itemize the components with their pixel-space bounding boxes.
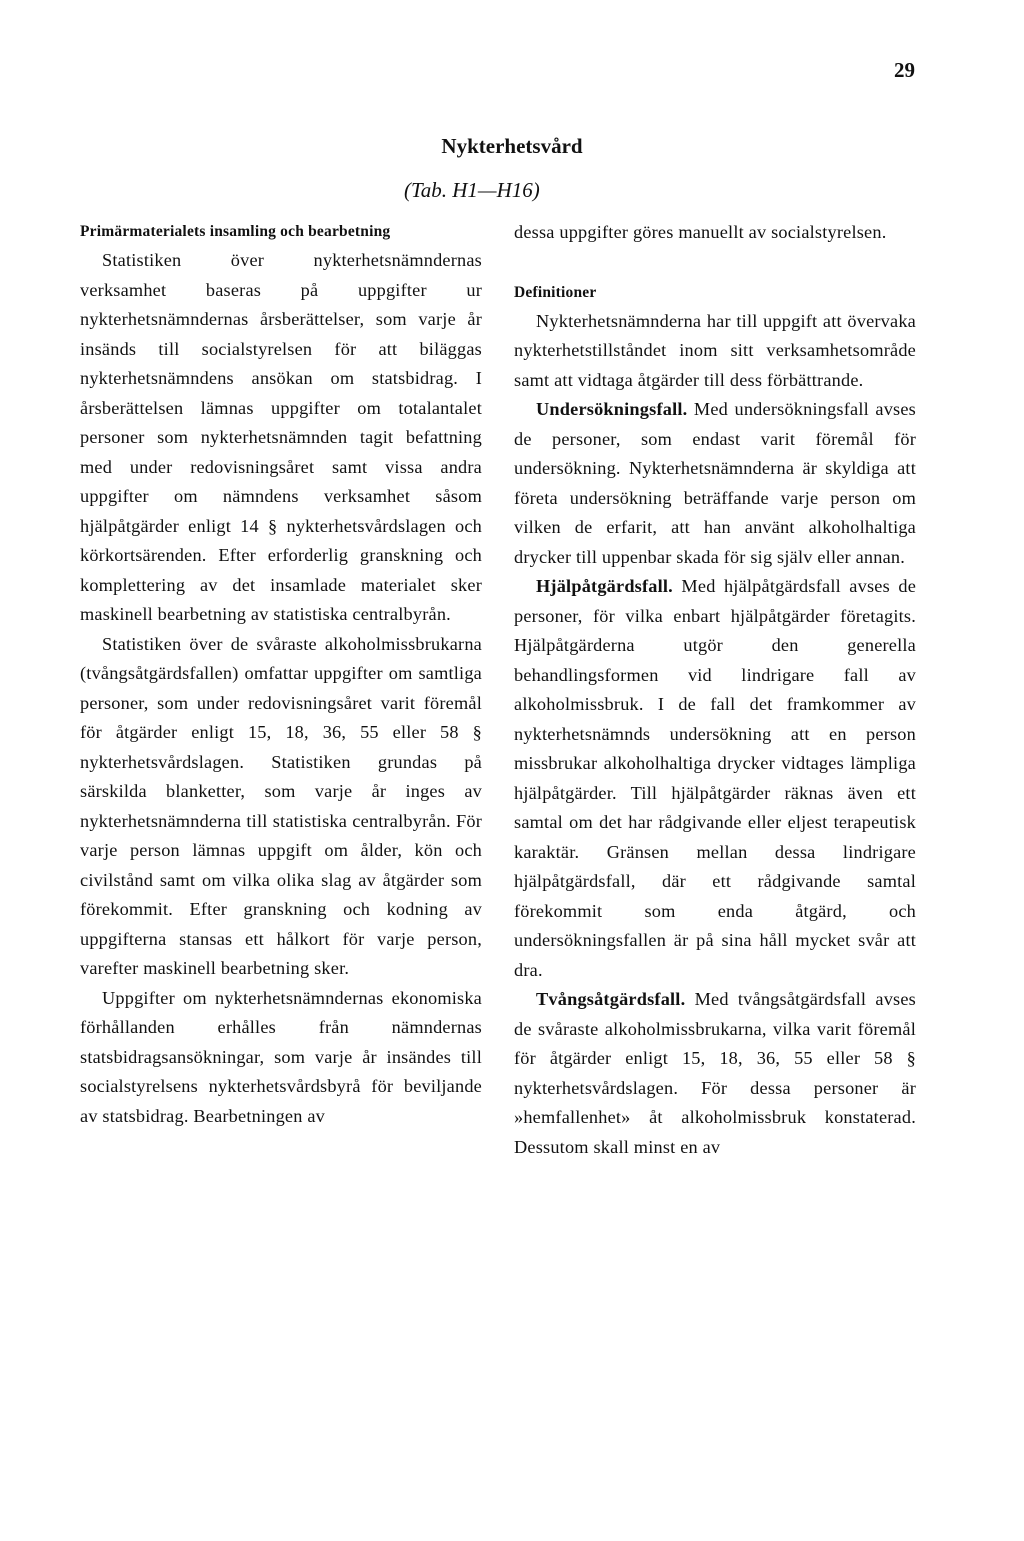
definition-term: Undersökningsfall.	[536, 399, 688, 419]
definition-text: Med tvångsåtgärdsfall avses de svåraste alkoholmissbrukarna, vilka varit föremål för åtgärder enligt 15, 18, 36, 55 eller 58 § nykterhetsvårdslagen. För dessa personer är »hemfallenhet» åt alkoholmissbruk konstaterad. Dessutom skall minst en av	[514, 989, 916, 1157]
section-heading-collection: Primärmaterialets insamling och bearbetning	[80, 223, 391, 240]
paragraph: Uppgifter om nykterhetsnämndernas ekonomiska förhållanden erhålles från nämndernas statsbidragsansökningar, som varje år insändes till socialstyrelsens nykterhetsvårdsbyrå för beviljande av statsbidrag. Bearbetningen av	[80, 987, 482, 1126]
paragraph: Statistiken över de svåraste alkoholmissbrukarna (tvångsåtgärdsfallen) omfattar uppgifter om samtliga personer, som under redovisningsåret varit föremål för åtgärder enligt 15, 18, 36, 55 eller 58 § nykterhetsvårdslagen. Statistiken grundas på särskilda blanketter, som varje år inges av nykterhetsnämnderna till statistiska centralbyrån. För varje person lämnas uppgift om ålder, kön och civilstånd samt om vilka olika slag av åtgärder som förekommit. Efter granskning och kodning av uppgifterna stansas ett hålkort för varje person, varefter maskinell bearbetning sker.	[80, 633, 482, 978]
table-reference: (Tab. H1—H16)	[404, 178, 540, 202]
definition-term: Hjälpåtgärdsfall.	[536, 576, 673, 596]
section-heading-definitions: Definitioner	[514, 283, 597, 301]
definition-text: Med undersökningsfall avses de personer, som endast varit föremål för undersökning. Nykterhetsnämnderna är skyldiga att företa undersökning beträffande varje person om vilken de erfarit, att han använt alkoholhaltiga drycker till uppenbar skada för sig själv eller annan.	[514, 399, 916, 567]
continued-paragraph: dessa uppgifter göres manuellt av socialstyrelsen.	[514, 222, 887, 242]
right-column	[514, 218, 916, 1162]
definition-paragraph	[514, 572, 916, 985]
page-title: Nykterhetsvård	[441, 134, 583, 158]
definition-paragraph	[514, 985, 916, 1162]
definition-text: Med hjälpåtgärdsfall avses de personer, för vilka enbart hjälpåtgärder företagits. Hjälpåtgärderna utgör den generella behandlingsformen vid lindrigare fall av alkoholmissbruk. I de fall det framkommer av nykterhetsnämnds undersökning att en person missbrukar alkoholhaltiga drycker vidtages lämpliga hjälpåtgärder. Till hjälpåtgärder räknas även ett samtal om det har rådgivande eller eljest terapeutisk karaktär. Gränsen mellan dessa lindrigare hjälpåtgärdsfall, där ett rådgivande samtal förekommit som enda åtgärd, och undersökningsfallen är på sina håll mycket svår att dra.	[514, 576, 917, 980]
paragraph: Statistiken över nykterhetsnämndernas verksamhet baseras på uppgifter ur nykterhetsnämndernas årsberättelser, som varje år insänds till socialstyrelsen för att biläggas nykterhetsnämndens ansökan om statsbidrag. I årsberättelsen lämnas uppgifter om totalantalet personer som nykterhetsnämnden tagit befattning med under redovisningsåret samt vissa andra uppgifter om nämndens verksamhet såsom hjälpåtgärder enligt 14 § nykterhetsvårdslagen och körkortsärenden. Efter erforderlig granskning och komplettering av det insamlade materialet sker maskinell bearbetning av statistiska centralbyrån.	[80, 250, 482, 624]
left-column	[80, 218, 482, 1131]
definition-term: Tvångsåtgärdsfall.	[536, 989, 686, 1009]
definition-paragraph	[514, 395, 916, 572]
definitions-intro: Nykterhetsnämnderna har till uppgift att övervaka nykterhetstillståndet inom sitt verksamhetsområde samt att vidtaga åtgärder till dess förbättrande.	[514, 310, 916, 390]
page-number: 29	[894, 58, 915, 82]
